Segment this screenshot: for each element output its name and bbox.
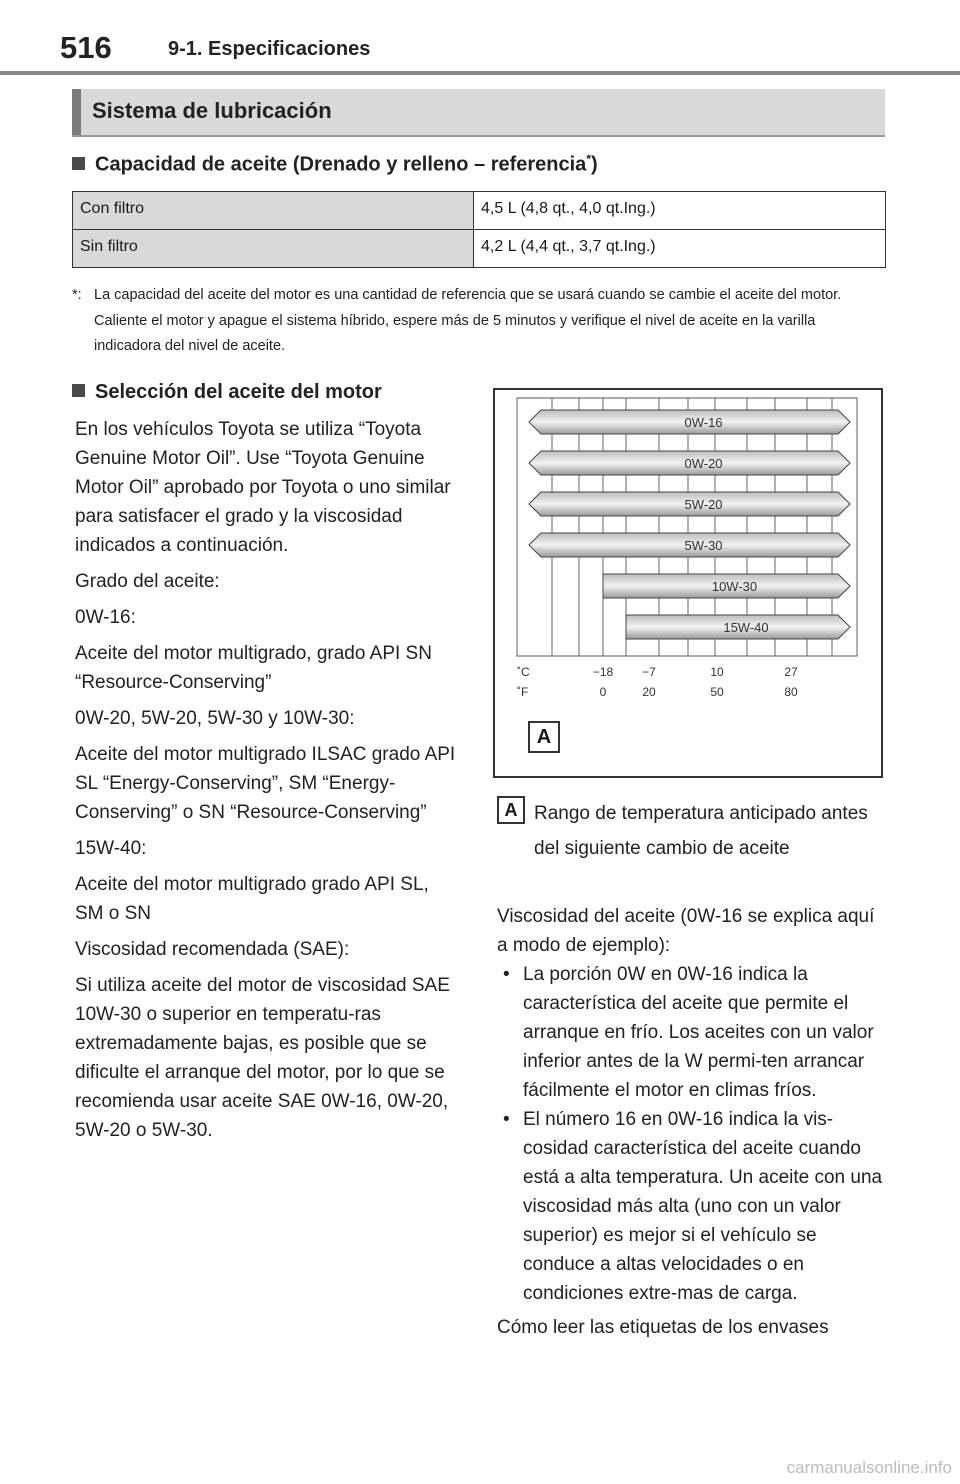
paragraph: Grado del aceite: [75,571,220,592]
celsius-tick-label: −18 [592,665,614,679]
watermark: carmanualsonline.info [786,1458,952,1477]
capacity-heading-text: Capacidad de aceite (Drenado y relleno – referencia [95,153,587,176]
celsius-tick-label: 27 [784,665,798,679]
grade-label: 0W-16 [684,415,723,430]
footnote-mark: *: [72,287,82,303]
grade-label: 15W-40 [723,620,769,635]
section-banner-bar [72,89,81,135]
capacity-heading-asterisk: * [586,152,591,166]
square-bullet-icon [72,384,85,397]
selection-body [75,415,460,1152]
list-item [497,1105,887,1308]
oil-capacity-table [72,191,886,268]
list-item-text: El número 16 en 0W-16 indica la vis-cosidad característica del aceite cuando está a alta temperatura. Un aceite con una viscosidad más alta (uno con un valor superior) es mejor si el vehículo se conduce a altas velocidades o en condiciones extre-mas de carga. [523,1109,883,1304]
legend-text: Rango de temperatura anticipado antes del siguiente cambio de aceite [534,803,868,859]
bullet-dot-icon: • [503,1109,510,1130]
table-row [73,230,886,268]
chapter-title: 9-1. Especificaciones [168,38,371,60]
celsius-tick-label: −7 [642,665,656,679]
diagram-label-a: A [528,721,560,753]
viscosity-bullet-list [497,960,887,1308]
viscosity-temperature-chart [495,390,881,776]
list-item [497,960,887,1105]
footnote-text: La capacidad del aceite del motor es una cantidad de referencia que se usará cuando se cambie el aceite del motor. Caliente el motor y apague el sistema híbrido, espere más de 5 minutos y verifique el nivel de aceite en la varilla indicadora del nivel de aceite. [94,287,842,354]
section-title: Sistema de lubricación [92,98,332,123]
viscosity-explanation [497,902,887,1342]
fahrenheit-tick-label: 0 [599,685,607,699]
square-bullet-icon [72,157,85,170]
celsius-unit: ˚C [517,665,530,679]
table-row [73,192,886,230]
legend-label-a: A [497,796,525,824]
paragraph: Si utiliza aceite del motor de viscosidad SAE 10W-30 o superior en temperatu-ras extremadamente bajas, es posible que se dificulte el arranque del motor, por lo que se recomienda usar aceite SAE 0W-16, 0W-20, 5W-20 o 5W-30. [75,975,450,1141]
header-rule [0,71,960,75]
paragraph: Aceite del motor multigrado ILSAC grado API SL “Energy-Conserving”, SM “Energy-Conserving” o SN “Resource-Conserving” [75,744,456,823]
grade-label: 0W-20 [684,456,723,471]
footnote [72,283,882,360]
fahrenheit-tick-label: 80 [784,685,798,699]
section-banner [72,89,885,137]
paragraph: Viscosidad recomendada (SAE): [75,939,350,960]
capacity-heading-close: ) [590,153,598,176]
grade-label: 5W-30 [684,538,723,553]
paragraph: 0W-16: [75,607,136,628]
selection-heading [72,381,382,404]
page-number: 516 [60,30,112,65]
paragraph: Aceite del motor multigrado, grado API SN “Resource-Conserving” [75,643,432,693]
paragraph: En los vehículos Toyota se utiliza “Toyota Genuine Motor Oil”. Use “Toyota Genuine Motor Oil” aprobado por Toyota o uno similar para satisfacer el grado y la viscosidad indicados a continuación. [75,419,451,556]
table-cell-value: 4,2 L (4,4 qt., 3,7 qt.Ing.) [474,230,886,268]
celsius-tick-label: 10 [710,665,724,679]
table-cell-label: Sin filtro [73,230,474,268]
capacity-heading [72,152,598,177]
paragraph: Aceite del motor multigrado grado API SL, SM o SN [75,874,429,924]
viscosity-intro: Viscosidad del aceite (0W-16 se explica aquí a modo de ejemplo): [497,906,875,956]
paragraph: 0W-20, 5W-20, 5W-30 y 10W-30: [75,708,355,729]
table-cell-value: 4,5 L (4,8 qt., 4,0 qt.Ing.) [474,192,886,230]
fahrenheit-tick-label: 20 [642,685,656,699]
fahrenheit-unit: ˚F [517,685,529,699]
bullet-dot-icon: • [503,964,510,985]
selection-heading-text: Selección del aceite del motor [95,381,382,403]
paragraph: 15W-40: [75,838,147,859]
grade-label: 5W-20 [684,497,723,512]
fahrenheit-tick-label: 50 [710,685,724,699]
table-cell-label: Con filtro [73,192,474,230]
grade-label: 10W-30 [711,579,758,594]
viscosity-closing: Cómo leer las etiquetas de los envases [497,1317,829,1338]
viscosity-temperature-diagram [493,388,883,778]
list-item-text: La porción 0W en 0W-16 indica la característica del aceite que permite el arranque en frío. Los aceites con un valor inferior antes de la W permi-ten arrancar fácilmente el motor en climas fríos. [523,964,874,1101]
